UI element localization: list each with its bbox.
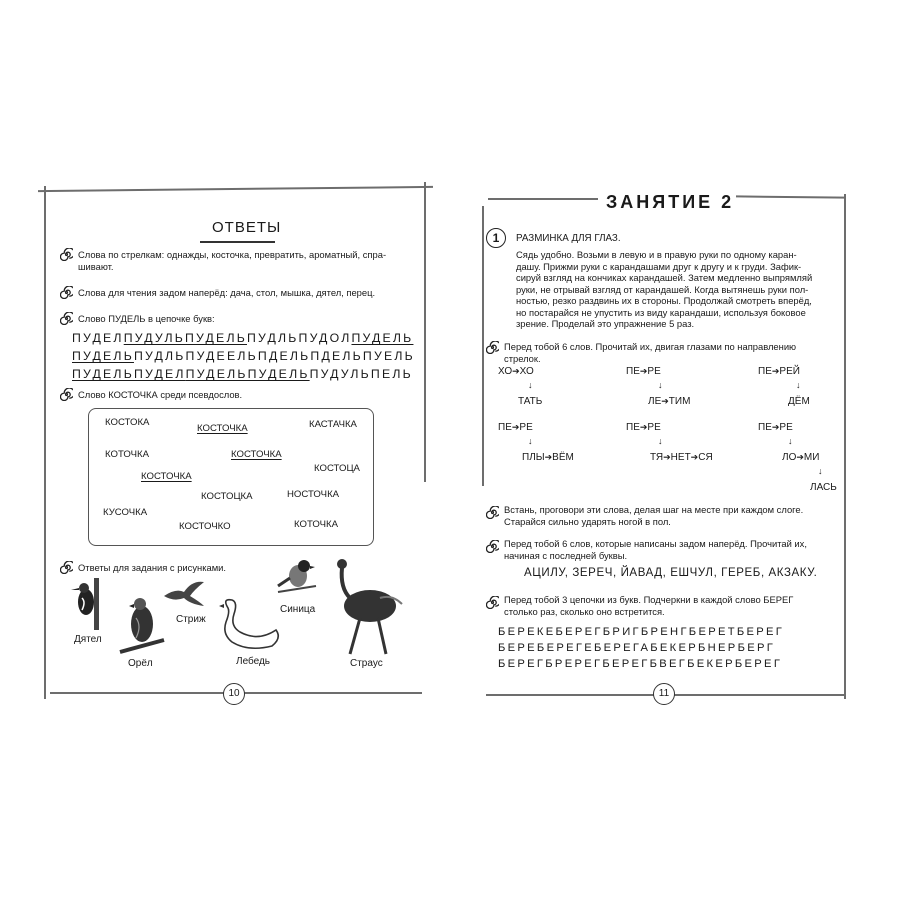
syllable: ХО bbox=[519, 366, 534, 377]
syllable-word-5 bbox=[626, 422, 661, 433]
target-word: КОСТОЧКА bbox=[197, 423, 248, 434]
answer-arrows-text bbox=[78, 249, 418, 272]
arrow-right-icon: ➔ bbox=[771, 422, 780, 432]
eagle-illustration bbox=[118, 594, 166, 654]
pseudo-word: КОТОЧКА bbox=[294, 519, 339, 530]
chain-part: ПУДЛЬПУДОЛ bbox=[246, 331, 352, 345]
swan-illustration bbox=[218, 598, 284, 650]
target-word: КОСТОЧКА bbox=[141, 471, 192, 482]
pseudo-words-box bbox=[88, 408, 374, 546]
spiral-icon bbox=[486, 596, 499, 609]
task-line: стрелок. bbox=[504, 352, 541, 364]
syllable: ПЕ bbox=[626, 366, 640, 377]
answer-birds-label: Ответы для задания с рисунками. bbox=[78, 562, 227, 573]
arrow-right-icon: ➔ bbox=[544, 452, 553, 462]
letter-chain-row bbox=[72, 348, 415, 365]
chain-part: ПУДЕЛ bbox=[72, 331, 124, 345]
task-read-arrows bbox=[504, 341, 844, 364]
target-word: КОСТОЧКА bbox=[231, 449, 282, 460]
syllable: ТАТЬ bbox=[518, 396, 543, 407]
syllable-pair bbox=[648, 396, 690, 407]
syllable-word-1 bbox=[498, 366, 534, 377]
arrow-down-icon: ↓ bbox=[658, 436, 663, 446]
syllable: ТИМ bbox=[668, 396, 691, 407]
pseudo-word: КОТОЧКА bbox=[105, 449, 150, 460]
chain-part-underlined: ПУДЕЛЬ bbox=[72, 349, 134, 363]
syllable-pair bbox=[522, 452, 574, 463]
arrow-right-icon: ➔ bbox=[639, 422, 648, 432]
syllable: ЛАСЬ bbox=[810, 482, 837, 493]
answer-pseudo-label: Слово КОСТОЧКА среди псевдослов. bbox=[78, 389, 243, 400]
syllable: НЕТ bbox=[670, 452, 691, 463]
warmup-text bbox=[516, 249, 846, 330]
syllable-word-3 bbox=[758, 366, 800, 377]
pseudo-word: КОСТОЦКА bbox=[201, 491, 253, 502]
warmup-line: Сядь удобно. Возьми в левую и в правую руки по одному каран- bbox=[516, 249, 797, 260]
syllable: ЛО bbox=[782, 452, 797, 463]
arrow-right-icon: ➔ bbox=[771, 366, 780, 376]
chain-part-underlined: ПУДЕЛЬ bbox=[351, 331, 414, 345]
syllable: ВЁМ bbox=[552, 452, 574, 463]
task-reverse-words bbox=[504, 538, 849, 561]
chain-part: ПУДЛЬПУДЕЕЛЬПДЕЛЬПДЕЛЬПУЕЛЬ bbox=[133, 349, 415, 363]
syllable-word-6 bbox=[758, 422, 793, 433]
syllable-word-4 bbox=[498, 422, 533, 433]
right-page bbox=[478, 186, 863, 711]
task-step-words bbox=[504, 504, 849, 527]
letter-chain-row bbox=[72, 330, 413, 347]
task-line: Перед тобой 3 цепочки из букв. Подчеркни в каждой слово БЕРЕГ bbox=[504, 594, 794, 605]
left-page bbox=[40, 186, 430, 711]
syllable-pair bbox=[782, 452, 819, 463]
syllable: СЯ bbox=[698, 452, 713, 463]
right-frame-left bbox=[482, 206, 484, 486]
arrow-down-icon: ↓ bbox=[528, 380, 533, 390]
spiral-icon bbox=[60, 312, 73, 325]
syllable: ПЕ bbox=[626, 422, 640, 433]
bird-label-swift: Стриж bbox=[176, 614, 206, 625]
arrow-right-icon: ➔ bbox=[796, 452, 804, 462]
arrow-right-icon: ➔ bbox=[512, 366, 520, 376]
lesson-title: ЗАНЯТИЕ 2 bbox=[606, 192, 735, 212]
answer-reverse-text: Слова для чтения задом наперёд: дача, стол, мышка, дятел, перец. bbox=[78, 287, 376, 298]
chain-part-underlined: ПУДЕЛЬ bbox=[185, 331, 247, 345]
bird-label-eagle: Орёл bbox=[128, 658, 153, 669]
left-frame-top bbox=[38, 186, 433, 192]
syllable: РЕ bbox=[647, 422, 661, 433]
exercise-number: 1 bbox=[486, 228, 506, 248]
pseudo-word: КОСТОКА bbox=[105, 417, 150, 428]
chain-part: ПУДУЛЬПЕЛЬ bbox=[309, 367, 413, 381]
arrow-right-icon: ➔ bbox=[639, 366, 648, 376]
syllable: РЕ bbox=[647, 366, 661, 377]
letter-chain-row bbox=[72, 366, 413, 383]
syllable: ПЕ bbox=[758, 366, 772, 377]
task-line: Перед тобой 6 слов, которые написаны задом наперёд. Прочитай их, bbox=[504, 538, 807, 549]
spiral-icon bbox=[60, 286, 73, 299]
pseudo-word: КОСТОЦА bbox=[314, 463, 360, 474]
warmup-line: зрение. Проделай это упражнение 5 раз. bbox=[516, 318, 695, 329]
syllable: ХО bbox=[498, 366, 513, 377]
letter-chain-row: БЕРЕГБРЕРЕГБЕРЕГБВЕГБЕКЕРБЕРЕГ bbox=[498, 658, 783, 670]
answer-arrows-line2: шивают. bbox=[78, 260, 114, 272]
arrow-down-icon: ↓ bbox=[788, 436, 793, 446]
answer-chain-label: Слово ПУДЕЛЬ в цепочке букв: bbox=[78, 313, 215, 324]
syllable: ПЕ bbox=[498, 422, 512, 433]
answer-arrows-line1: Слова по стрелкам: однажды, косточка, превратить, ароматный, спра- bbox=[78, 249, 387, 260]
chain-part-underlined: ПУДУЛЬ bbox=[123, 331, 186, 345]
bird-label-ostrich: Страус bbox=[350, 658, 383, 669]
woodpecker-illustration bbox=[68, 578, 108, 630]
spiral-icon bbox=[60, 388, 73, 401]
task-line: начиная с последней буквы. bbox=[504, 549, 628, 561]
arrow-down-icon: ↓ bbox=[528, 436, 533, 446]
warmup-line: руки, не отрывай взгляд от карандашей. Когда вытянешь руки пол- bbox=[516, 283, 809, 295]
warmup-line: дашу. Прижми руки с карандашами друг к другу и к груди. Зафик- bbox=[516, 260, 802, 272]
swift-illustration bbox=[162, 578, 206, 608]
letter-chains bbox=[498, 624, 784, 672]
letter-chain-row: БЕРЕКЕБЕРЕГБРИГБРЕНГБЕРЕТБЕРЕГ bbox=[498, 626, 785, 638]
syllable-group bbox=[650, 452, 713, 463]
tit-illustration bbox=[276, 556, 318, 600]
spiral-icon bbox=[486, 506, 499, 519]
chain-part-underlined: ПУДЕЛЬПУДЕЛ bbox=[72, 367, 186, 381]
syllable: РЕ bbox=[779, 422, 793, 433]
chain-part-underlined: ПУДЕЛЬПУДЕЛЬ bbox=[185, 367, 310, 381]
left-frame-right bbox=[424, 182, 426, 482]
warmup-line: ностью, резко раздвинь их в стороны. Продолжай смотреть вперёд, bbox=[516, 295, 812, 306]
arrow-right-icon: ➔ bbox=[663, 452, 671, 462]
pseudo-word: КАСТАЧКА bbox=[309, 419, 357, 430]
arrow-right-icon: ➔ bbox=[511, 422, 520, 432]
pseudo-word: КУСОЧКА bbox=[103, 507, 148, 518]
right-frame-top bbox=[488, 198, 598, 200]
page-number: 10 bbox=[223, 683, 245, 705]
page-number: 11 bbox=[653, 683, 675, 705]
bird-label-woodpecker: Дятел bbox=[74, 634, 102, 645]
ostrich-illustration bbox=[330, 558, 406, 658]
arrow-down-icon: ↓ bbox=[658, 380, 663, 390]
task-line: Старайся сильно ударять ногой в пол. bbox=[504, 515, 671, 527]
syllable: РЕ bbox=[519, 422, 533, 433]
syllable: РЕЙ bbox=[779, 366, 800, 377]
spiral-icon bbox=[60, 561, 73, 574]
page-title: ОТВЕТЫ bbox=[212, 219, 282, 236]
task-find-word bbox=[504, 594, 849, 617]
task-line: Встань, проговори эти слова, делая шаг на месте при каждом слоге. bbox=[504, 504, 804, 515]
syllable: ПЕ bbox=[758, 422, 772, 433]
task-line: Перед тобой 6 слов. Прочитай их, двигая глазами по направлению bbox=[504, 341, 797, 352]
arrow-down-icon: ↓ bbox=[796, 380, 801, 390]
task-line: столько раз, сколько оно встретится. bbox=[504, 605, 665, 617]
exercise-title: РАЗМИНКА ДЛЯ ГЛАЗ. bbox=[516, 233, 621, 244]
title-underline bbox=[200, 241, 275, 243]
left-frame-left bbox=[44, 186, 46, 699]
right-frame-top-right bbox=[736, 195, 846, 198]
arrow-right-icon: ➔ bbox=[690, 452, 699, 462]
spiral-icon bbox=[486, 540, 499, 553]
bird-label-swan: Лебедь bbox=[236, 656, 271, 667]
syllable: ДЁМ bbox=[788, 396, 810, 407]
syllable-word-2 bbox=[626, 366, 661, 377]
arrow-down-icon: ↓ bbox=[818, 466, 823, 476]
pseudo-word: НОСТОЧКА bbox=[287, 489, 340, 500]
arrow-right-icon: ➔ bbox=[661, 396, 669, 406]
syllable: МИ bbox=[803, 452, 820, 463]
reversed-words: АЦИЛУ, ЗЕРЕЧ, ЙАВАД, ЕШЧУЛ, ГЕРЕБ, АКЗАКУ. bbox=[524, 567, 818, 579]
warmup-line: но постарайся не упустить из виду карандаши, используя боковое bbox=[516, 306, 806, 318]
spiral-icon bbox=[60, 248, 73, 261]
bird-label-tit: Синица bbox=[280, 604, 316, 615]
pseudo-word: КОСТОЧКО bbox=[179, 521, 231, 532]
syllable: ТЯ bbox=[650, 452, 664, 463]
warmup-line: сируй взгляд на кончиках карандашей. Затем медленно выпрямляй bbox=[516, 272, 813, 283]
spiral-icon bbox=[486, 341, 499, 354]
syllable: ЛЕ bbox=[648, 396, 662, 407]
letter-chain-row: БЕРЕБЕРЕГЕБЕРЕГАБЕКЕРБНЕРБЕРГ bbox=[498, 642, 776, 654]
syllable: ПЛЫ bbox=[522, 452, 545, 463]
